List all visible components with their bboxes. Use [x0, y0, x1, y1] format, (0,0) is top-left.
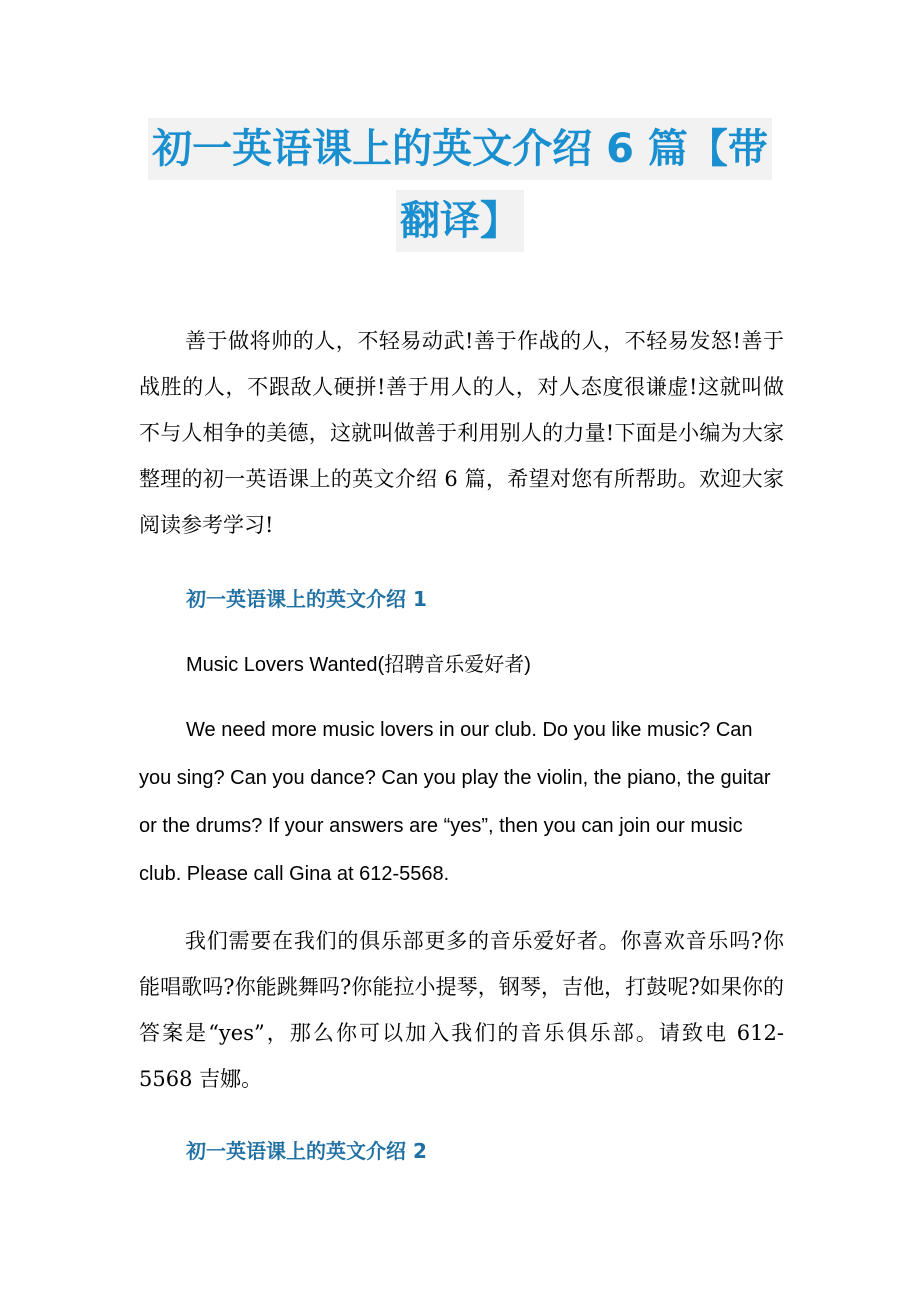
title-line-1: 初一英语课上的英文介绍 6 篇【带: [148, 118, 772, 180]
section-heading-1: 初一英语课上的英文介绍 1: [186, 587, 427, 611]
section-heading-2: 初一英语课上的英文介绍 2: [186, 1139, 427, 1163]
section-1-english-body: We need more music lovers in our club. Do you like music? Can you sing? Can you dance? Can you play the violin, the piano, the guitar or the drums? If your answers are “yes”, then you can join our music club. Please call Gina at 612-5568.: [139, 719, 771, 885]
intro-paragraph: 善于做将帅的人，不轻易动武!善于作战的人，不轻易发怒!善于战胜的人，不跟敌人硬拼!善于用人的人，对人态度很谦虚!这就叫做不与人相争的美德，这就叫做善于利用别人的力量!下面是小编为大家整理的初一英语课上的英文介绍 6 篇，希望对您有所帮助。欢迎大家阅读参考学习!: [139, 329, 784, 537]
section-1-english-title: Music Lovers Wanted(招聘音乐爱好者): [186, 654, 531, 676]
section-1-chinese-body: 我们需要在我们的俱乐部更多的音乐爱好者。你喜欢音乐吗?你能唱歌吗?你能跳舞吗?你能拉小提琴，钢琴，吉他，打鼓呢?如果你的答案是“yes”，那么你可以加入我们的音乐俱乐部。请致电 612-5568 吉娜。: [139, 929, 784, 1091]
title-line-2: 翻译】: [396, 190, 524, 252]
